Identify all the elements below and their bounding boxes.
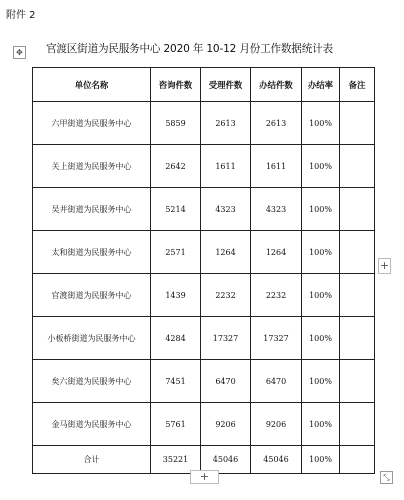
cell-inquiries: 2642 — [151, 145, 201, 188]
header-inquiries: 咨询件数 — [151, 68, 201, 102]
table-row — [33, 145, 375, 188]
add-column-icon[interactable]: + — [379, 259, 390, 272]
cell-completion-rate: 100% — [302, 403, 340, 446]
cell-inquiries: 2571 — [151, 231, 201, 274]
header-completed: 办结件数 — [251, 68, 302, 102]
cell-remarks — [340, 317, 375, 360]
table-row — [33, 102, 375, 145]
cell-remarks — [340, 360, 375, 403]
cell-completed: 4323 — [251, 188, 302, 231]
cell-completed: 1264 — [251, 231, 302, 274]
cell-unit-name: 关上街道为民服务中心 — [33, 145, 151, 188]
cell-total-completion-rate: 100% — [302, 446, 340, 474]
cell-completion-rate: 100% — [302, 317, 340, 360]
cell-total-label: 合计 — [33, 446, 151, 474]
cell-completion-rate: 100% — [302, 231, 340, 274]
cell-unit-name: 吴井街道为民服务中心 — [33, 188, 151, 231]
attachment-label: 附件 2 — [6, 10, 36, 21]
cell-completed: 1611 — [251, 145, 302, 188]
cell-completion-rate: 100% — [302, 188, 340, 231]
table-move-icon[interactable]: ✥ — [13, 46, 26, 59]
header-completion-rate: 办结率 — [302, 68, 340, 102]
header-accepted: 受理件数 — [201, 68, 251, 102]
header-remarks: 备注 — [340, 68, 375, 102]
cell-completion-rate: 100% — [302, 102, 340, 145]
cell-unit-name: 六甲街道为民服务中心 — [33, 102, 151, 145]
cell-inquiries: 5761 — [151, 403, 201, 446]
cell-remarks — [340, 403, 375, 446]
table-row — [33, 360, 375, 403]
cell-accepted: 2613 — [201, 102, 251, 145]
table-resize-icon[interactable]: ⤡ — [380, 471, 393, 484]
cell-total-inquiries: 35221 — [151, 446, 201, 474]
cell-completed: 9206 — [251, 403, 302, 446]
cell-inquiries: 5859 — [151, 102, 201, 145]
cell-remarks — [340, 145, 375, 188]
cell-accepted: 9206 — [201, 403, 251, 446]
cell-total-completed: 45046 — [251, 446, 302, 474]
cell-remarks — [340, 274, 375, 317]
header-unit-name: 单位名称 — [33, 68, 151, 102]
table-row — [33, 274, 375, 317]
cell-inquiries: 7451 — [151, 360, 201, 403]
cell-completed: 2232 — [251, 274, 302, 317]
cell-accepted: 6470 — [201, 360, 251, 403]
cell-inquiries: 1439 — [151, 274, 201, 317]
table-row — [33, 231, 375, 274]
cell-completion-rate: 100% — [302, 360, 340, 403]
cell-accepted: 1264 — [201, 231, 251, 274]
add-row-icon[interactable]: + — [190, 470, 219, 484]
cell-accepted: 2232 — [201, 274, 251, 317]
cell-unit-name: 矣六街道为民服务中心 — [33, 360, 151, 403]
cell-remarks — [340, 231, 375, 274]
statistics-table — [32, 67, 375, 474]
cell-total-remarks — [340, 446, 375, 474]
table-row — [33, 188, 375, 231]
cell-unit-name: 官渡街道为民服务中心 — [33, 274, 151, 317]
cell-completed: 6470 — [251, 360, 302, 403]
page-title: 官渡区街道为民服务中心 2020 年 10-12 月份工作数据统计表 — [46, 43, 333, 55]
cell-remarks — [340, 102, 375, 145]
table-row — [33, 403, 375, 446]
cell-completion-rate: 100% — [302, 145, 340, 188]
cell-completed: 17327 — [251, 317, 302, 360]
table-row — [33, 317, 375, 360]
cell-accepted: 4323 — [201, 188, 251, 231]
table-header-row — [33, 68, 375, 102]
cell-inquiries: 4284 — [151, 317, 201, 360]
cell-unit-name: 小板桥街道为民服务中心 — [33, 317, 151, 360]
cell-unit-name: 金马街道为民服务中心 — [33, 403, 151, 446]
cell-remarks — [340, 188, 375, 231]
cell-inquiries: 5214 — [151, 188, 201, 231]
cell-accepted: 1611 — [201, 145, 251, 188]
cell-unit-name: 太和街道为民服务中心 — [33, 231, 151, 274]
cell-completed: 2613 — [251, 102, 302, 145]
cell-completion-rate: 100% — [302, 274, 340, 317]
cell-accepted: 17327 — [201, 317, 251, 360]
cell-total-accepted: 45046 — [201, 446, 251, 474]
